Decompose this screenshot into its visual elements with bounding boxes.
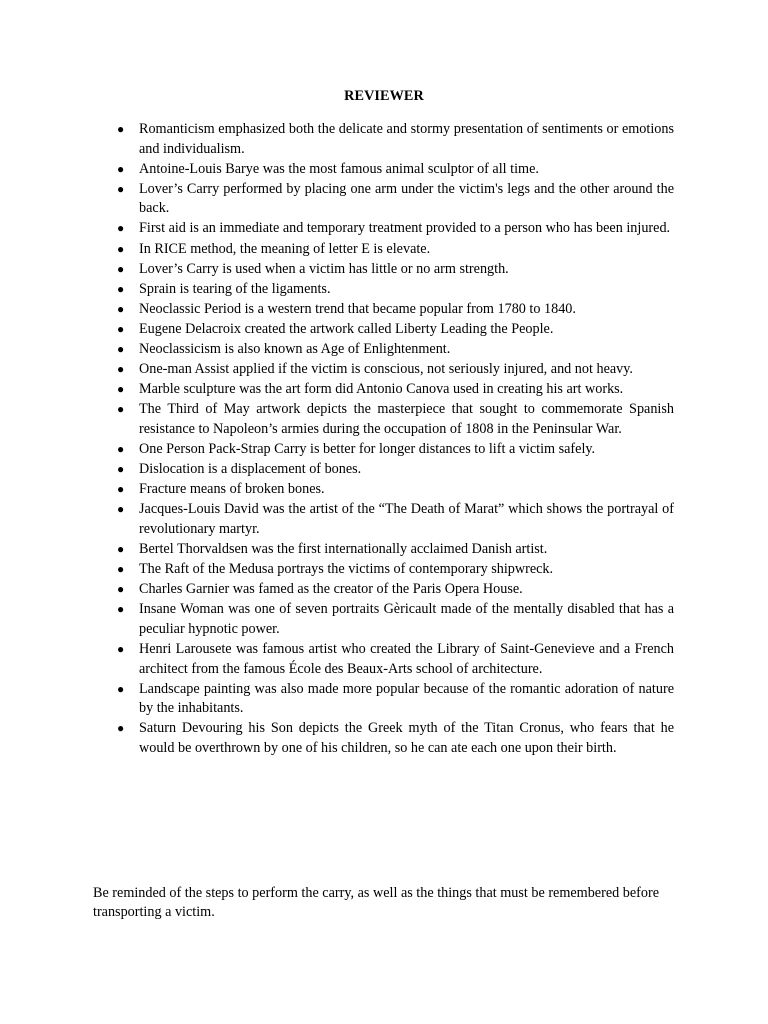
list-item bbox=[113, 280, 674, 300]
bullet-icon: ● bbox=[117, 502, 125, 517]
list-item bbox=[113, 600, 674, 639]
list-item bbox=[113, 160, 674, 180]
bullet-icon: ● bbox=[117, 442, 125, 456]
list-item-text: In RICE method, the meaning of letter E is elevate. bbox=[139, 240, 431, 257]
list-item-text: First aid is an immediate and temporary treatment provided to a person who has been injured. bbox=[139, 220, 671, 237]
list-item bbox=[113, 380, 674, 400]
list-item bbox=[113, 500, 674, 539]
list-item-text: Eugene Delacroix created the artwork called Liberty Leading the People. bbox=[139, 320, 554, 337]
bullet-icon: ● bbox=[117, 562, 125, 577]
list-item bbox=[113, 300, 674, 320]
list-item-text: Neoclassicism is also known as Age of Enlightenment. bbox=[139, 341, 451, 358]
list-item-text: Saturn Devouring his Son depicts the Greek myth of the Titan Cronus, who fears that he would be overthrown by one of his children, so he can ate each one upon their birth. bbox=[139, 720, 674, 756]
bullet-icon: ● bbox=[117, 602, 125, 617]
bullet-icon: ● bbox=[117, 482, 125, 497]
bullet-icon: ● bbox=[117, 301, 125, 316]
list-item-text: Neoclassic Period is a western trend that became popular from 1780 to 1840. bbox=[139, 300, 576, 317]
list-item-text: One-man Assist applied if the victim is conscious, not seriously injured, and not heavy. bbox=[139, 361, 633, 378]
list-item-text: Antoine-Louis Barye was the most famous animal sculptor of all time. bbox=[139, 160, 539, 177]
list-item bbox=[113, 340, 674, 360]
bullet-icon: ● bbox=[117, 261, 125, 276]
list-item-text: The Raft of the Medusa portrays the victims of contemporary shipwreck. bbox=[139, 561, 554, 578]
bullet-icon: ● bbox=[117, 402, 125, 417]
list-item bbox=[113, 580, 674, 600]
list-item-text: Lover’s Carry is used when a victim has little or no arm strength. bbox=[139, 260, 509, 277]
bullet-icon: ● bbox=[117, 342, 125, 357]
bullet-icon: ● bbox=[117, 641, 125, 656]
bullet-icon: ● bbox=[117, 462, 125, 477]
list-item-text: Romanticism emphasized both the delicate and stormy presentation of sentiments or emotions and individualism. bbox=[139, 121, 674, 157]
closing-note: Be reminded of the steps to perform the carry, as well as the things that must be remembered before transporting a victim. bbox=[93, 885, 659, 920]
list-item bbox=[113, 480, 674, 500]
bullet-icon: ● bbox=[117, 541, 125, 556]
list-item-text: Insane Woman was one of seven portraits Gèricault made of the mentally disabled that has a peculiar hypnotic power. bbox=[139, 601, 674, 637]
list-item bbox=[113, 320, 674, 340]
list-item-text: Charles Garnier was famed as the creator of the Paris Opera House. bbox=[139, 581, 523, 598]
bullet-icon: ● bbox=[117, 281, 125, 296]
list-item-text: Bertel Thorvaldsen was the first internationally acclaimed Danish artist. bbox=[139, 540, 548, 557]
bullet-icon: ● bbox=[117, 582, 125, 597]
list-item-text: Landscape painting was also made more popular because of the romantic adoration of nature by the inhabitants. bbox=[139, 680, 674, 717]
list-item-text: Lover’s Carry performed by placing one arm under the victim's legs and the other around the back. bbox=[139, 180, 674, 217]
list-item bbox=[113, 460, 674, 480]
page-title: REVIEWER bbox=[344, 88, 424, 104]
bullet-icon: ● bbox=[117, 181, 125, 196]
list-item-text: Henri Larousete was famous artist who created the Library of Saint-Genevieve and a French architect from the famous École des Beaux-Arts school of architecture. bbox=[139, 640, 674, 677]
list-item bbox=[113, 219, 674, 239]
list-item bbox=[113, 680, 674, 719]
list-item-text: Fracture means of broken bones. bbox=[139, 481, 325, 498]
bullet-icon: ● bbox=[117, 122, 125, 136]
list-item bbox=[113, 260, 674, 280]
list-item-text: Sprain is tearing of the ligaments. bbox=[139, 280, 331, 297]
list-item-text: Jacques-Louis David was the artist of the “The Death of Marat” which shows the portrayal of revolutionary martyr. bbox=[139, 501, 674, 537]
list-item-text: The Third of May artwork depicts the masterpiece that sought to commemorate Spanish resistance to Napoleon’s armies during the occupation of 1808 in the Peninsular War. bbox=[139, 401, 674, 437]
list-item bbox=[113, 400, 674, 439]
bullet-icon: ● bbox=[117, 362, 125, 377]
list-item-text: Marble sculpture was the art form did Antonio Canova used in creating his art works. bbox=[139, 381, 624, 398]
bullet-icon: ● bbox=[117, 321, 125, 336]
list-item-text: Dislocation is a displacement of bones. bbox=[139, 461, 362, 478]
list-item bbox=[113, 560, 674, 580]
list-item bbox=[113, 360, 674, 380]
bullet-icon: ● bbox=[117, 382, 125, 397]
reviewer-bullet-list bbox=[113, 120, 674, 759]
list-item bbox=[113, 440, 674, 460]
bullet-icon: ● bbox=[117, 721, 125, 736]
bullet-icon: ● bbox=[117, 681, 125, 696]
bullet-icon: ● bbox=[117, 241, 125, 256]
list-item bbox=[113, 640, 674, 679]
bullet-icon: ● bbox=[117, 221, 125, 236]
list-item bbox=[113, 240, 674, 260]
list-item-text: One Person Pack-Strap Carry is better for longer distances to lift a victim safely. bbox=[139, 441, 596, 457]
list-item bbox=[113, 180, 674, 219]
bullet-icon: ● bbox=[117, 161, 125, 176]
list-item bbox=[113, 719, 674, 758]
list-item bbox=[113, 540, 674, 560]
list-item bbox=[113, 120, 674, 159]
